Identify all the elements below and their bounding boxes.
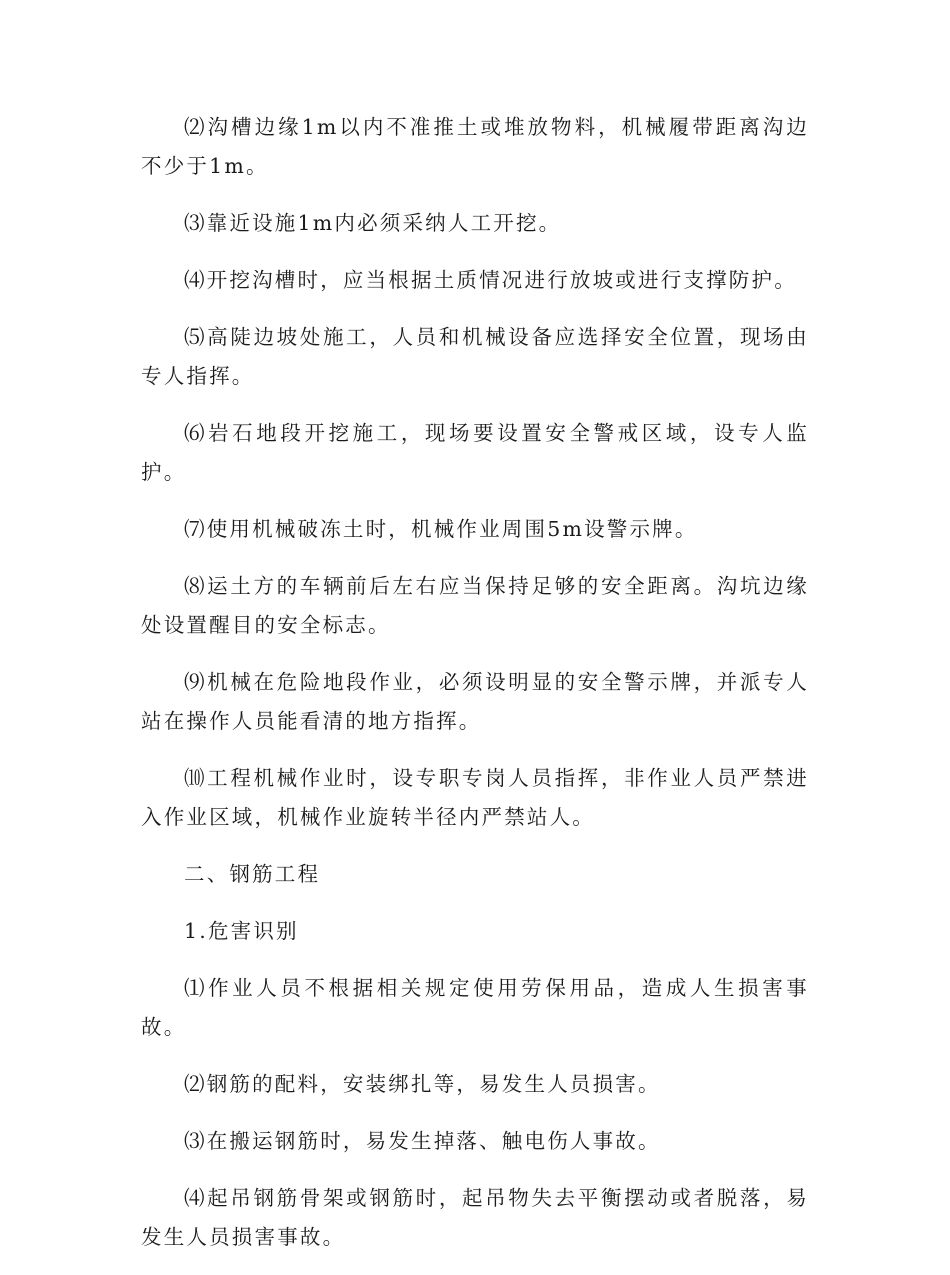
paragraph-item-5: ⑸高陡边坡处施工，人员和机械设备应选择安全位置，现场由专人指挥。 (141, 325, 809, 388)
paragraph-item-8: ⑻运土方的车辆前后左右应当保持足够的安全距离。沟坑边缘处设置醒目的安全标志。 (141, 574, 809, 637)
paragraph-item-3: ⑶靠近设施1m内必须采纳人工开挖。 (184, 211, 562, 235)
paragraph-item-2: ⑵沟槽边缘1m以内不准推土或堆放物料，机械履带距离沟边不少于1m。 (141, 115, 809, 178)
section-heading-rebar: 二、钢筋工程 (184, 862, 321, 886)
paragraph-item-9: ⑼机械在危险地段作业，必须设明显的安全警示牌，并派专人站在操作人员能看清的地方指挥。 (141, 670, 809, 733)
hazard-item-1: ⑴作业人员不根据相关规定使用劳保用品，造成人生损害事故。 (141, 976, 809, 1039)
hazard-item-3: ⑶在搬运钢筋时，易发生掉落、触电伤人事故。 (184, 1129, 661, 1153)
document-body (141, 108, 809, 1275)
subsection-heading-hazard: 1.危害识别 (184, 919, 299, 943)
hazard-item-4: ⑷起吊钢筋骨架或钢筋时，起吊物失去平衡摆动或者脱落，易发生人员损害事故。 (141, 1186, 809, 1249)
paragraph-item-6: ⑹岩石地段开挖施工，现场要设置安全警戒区域，设专人监护。 (141, 421, 809, 484)
paragraph-item-10: ⑽工程机械作业时，设专职专岗人员指挥，非作业人员严禁进入作业区域，机械作业旋转半径内严禁站人。 (141, 766, 809, 829)
hazard-item-2: ⑵钢筋的配料，安装绑扎等，易发生人员损害。 (184, 1072, 661, 1096)
paragraph-item-7: ⑺使用机械破冻土时，机械作业周围5m设警示牌。 (184, 517, 698, 541)
paragraph-item-4: ⑷开挖沟槽时，应当根据土质情况进行放坡或进行支撑防护。 (184, 268, 797, 292)
